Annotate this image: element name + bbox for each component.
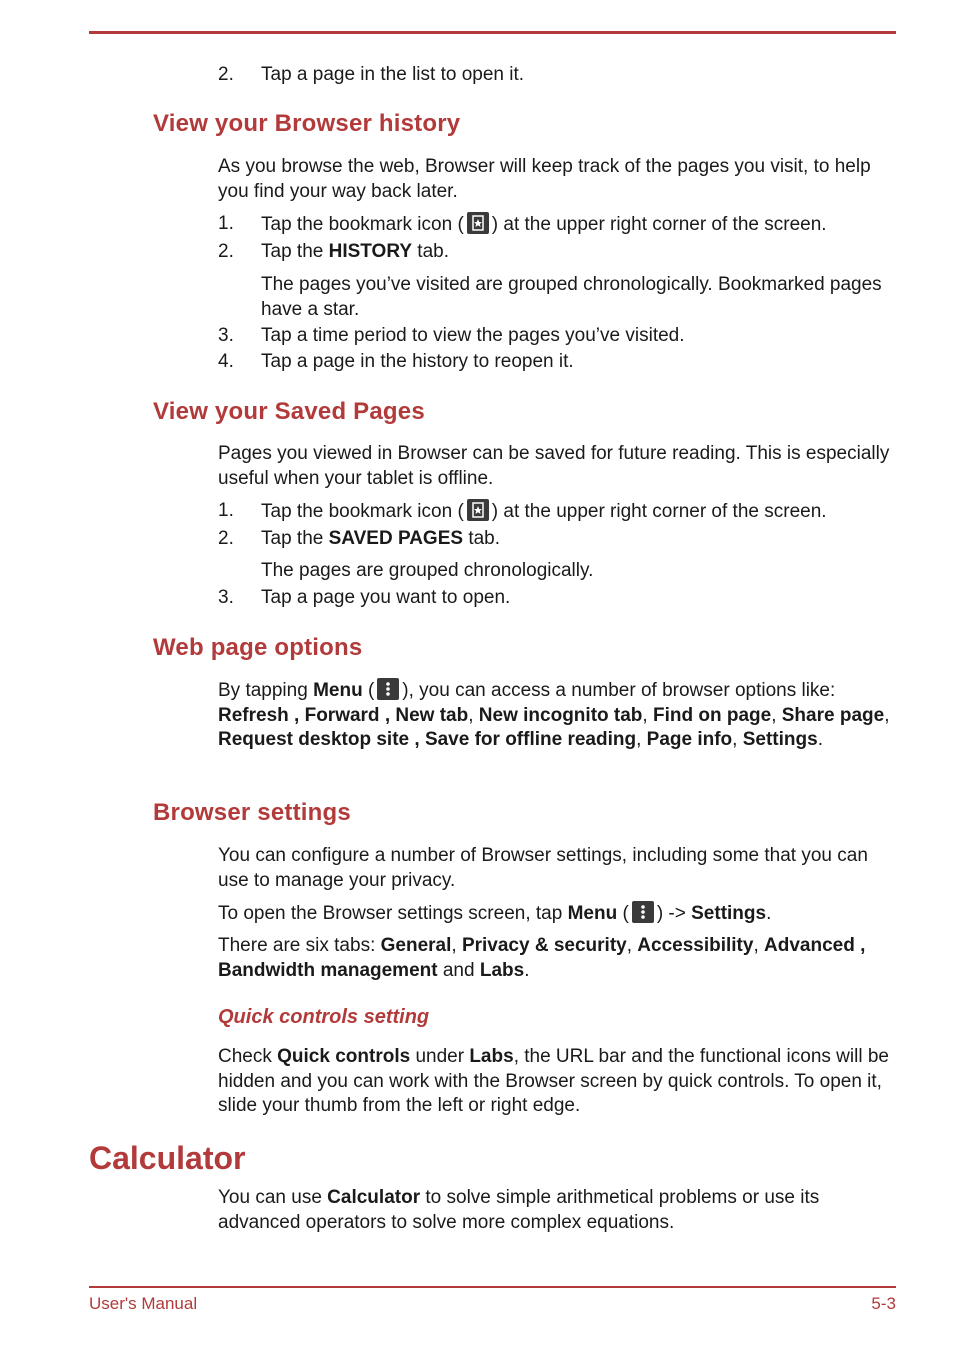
calculator-paragraph: You can use Calculator to solve simple arithmetical problems or use its advanced operators to solve more complex equations. (218, 1187, 820, 1233)
footer-title: User's Manual (89, 1294, 198, 1313)
section-heading-history: View your Browser history (153, 110, 461, 137)
menu-dots-icon (632, 901, 654, 923)
section-heading-saved: View your Saved Pages (153, 398, 425, 425)
quick-controls-paragraph: Check Quick controls under Labs, the URL bar and the functional icons will be hidden and you can work with the Browser screen by quick controls. To open it, slide your thumb from the left or right edge. (218, 1046, 889, 1116)
bookmark-star-icon (467, 499, 489, 521)
header-rule (89, 31, 896, 34)
saved-step-2-note: The pages are grouped chronologically. (261, 560, 594, 581)
section-heading-settings: Browser settings (153, 799, 351, 826)
history-intro: As you browse the web, Browser will keep track of the pages you visit, to help you find your way back later. (218, 156, 871, 202)
footer-rule (89, 1286, 896, 1288)
chapter-heading-calculator: Calculator (89, 1140, 246, 1176)
settings-paragraph-2: To open the Browser settings screen, tap Menu ( ) -> Settings. (218, 903, 772, 924)
options-paragraph: By tapping Menu ( ), you can access a number of browser options like: Refresh , Forward , New tab, New incognito tab, Find on page, Share page, Request desktop site , Save for offline reading, Page info, Settings. (218, 680, 890, 750)
page-number: 5-3 (871, 1294, 896, 1313)
settings-paragraph-1: You can configure a number of Browser settings, including some that you can use to manage your privacy. (218, 845, 868, 891)
saved-intro: Pages you viewed in Browser can be saved for future reading. This is especially useful when your tablet is offline. (218, 443, 890, 489)
section-heading-options: Web page options (153, 634, 363, 661)
subsection-heading-quick-controls: Quick controls setting (218, 1006, 430, 1028)
bookmark-star-icon (467, 212, 489, 234)
menu-dots-icon (377, 678, 399, 700)
settings-paragraph-3: There are six tabs: General, Privacy & security, Accessibility, Advanced , Bandwidth management and Labs. (218, 935, 866, 981)
history-step-2-note: The pages you’ve visited are grouped chronologically. Bookmarked pages have a star. (261, 274, 882, 320)
